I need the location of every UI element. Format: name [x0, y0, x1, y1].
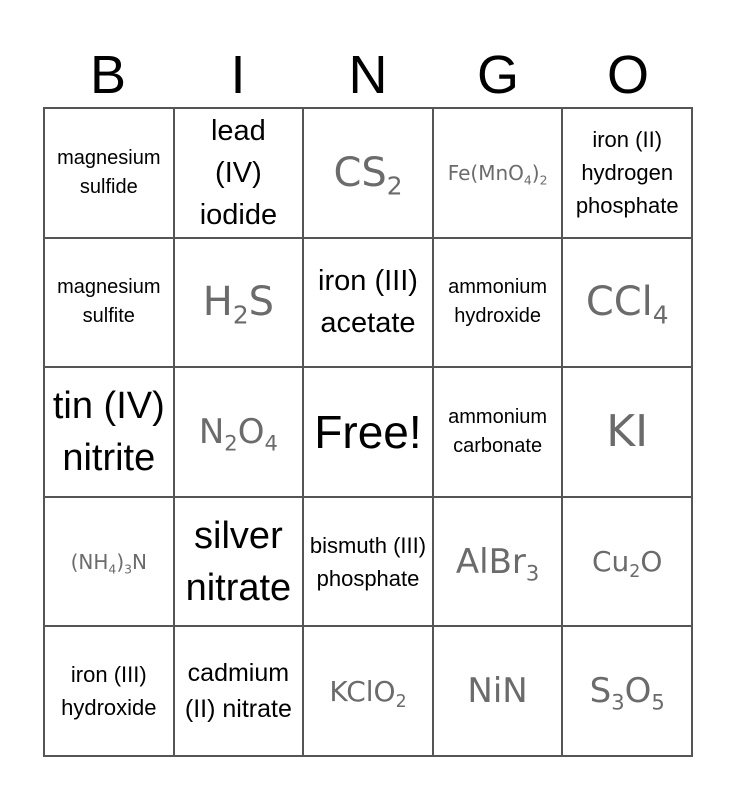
bingo-cell[interactable] [562, 367, 692, 497]
cell-formula: $H_2S$ [202, 279, 275, 331]
bingo-cell[interactable] [562, 497, 692, 627]
cell-text: iron (III) acetate [318, 265, 418, 340]
cell-text: tin (IV) nitrite [52, 384, 165, 479]
bingo-cell[interactable] [303, 497, 433, 627]
cell-formula: $Cu_2O$ [592, 545, 663, 583]
cell-text: silver nitrate [185, 514, 292, 609]
cell-text: ammonium hydroxide [448, 276, 548, 328]
header-letter-n: N [348, 45, 388, 105]
cell-text: magnesium sulfite [57, 276, 161, 328]
bingo-cell[interactable] [562, 108, 692, 238]
cell-text: bismuth (III) phosphate [309, 532, 427, 591]
bingo-cell[interactable] [433, 367, 563, 497]
bingo-cell[interactable] [174, 626, 304, 756]
bingo-cell[interactable] [174, 367, 304, 497]
bingo-cell[interactable] [433, 108, 563, 238]
cell-text: iron (II) hydrogen phosphate [575, 127, 679, 219]
cell-text: magnesium sulfide [57, 146, 161, 198]
bingo-cell[interactable] [174, 108, 304, 238]
header-letter-o: O [606, 45, 649, 105]
cell-text: lead (IV) iodide [199, 114, 278, 231]
cell-formula: AlBr$_3$ [455, 541, 540, 585]
bingo-cell[interactable] [433, 497, 563, 627]
cell-formula: $N_2O_4$ [198, 411, 278, 456]
cell-formula: CCl$_4$ [585, 279, 669, 331]
bingo-cell[interactable] [44, 497, 174, 627]
free-space[interactable] [303, 367, 433, 497]
bingo-cell[interactable] [44, 367, 174, 497]
cell-formula: KI [606, 406, 649, 458]
cell-formula: $(NH_4)_3N$ [70, 549, 147, 576]
bingo-cell[interactable] [303, 626, 433, 756]
header-letter-b: B [89, 45, 127, 105]
bingo-card [43, 107, 693, 757]
bingo-cell[interactable] [44, 108, 174, 238]
cell-text: ammonium carbonate [448, 405, 548, 457]
bingo-cell[interactable] [303, 108, 433, 238]
bingo-cell[interactable] [433, 626, 563, 756]
bingo-cell[interactable] [174, 238, 304, 368]
bingo-cell[interactable] [303, 238, 433, 368]
bingo-cell[interactable] [44, 238, 174, 368]
cell-formula: $CS_2$ [333, 149, 403, 201]
header-letter-g: G [476, 45, 519, 105]
cell-formula: KClO$_2$ [329, 674, 407, 712]
bingo-cell[interactable] [174, 497, 304, 627]
bingo-cell[interactable] [433, 238, 563, 368]
header-letter-i: I [230, 45, 246, 105]
bingo-cell[interactable] [562, 626, 692, 756]
cell-text: Free! [314, 405, 422, 458]
cell-text: cadmium (II) nitrate [184, 659, 292, 724]
bingo-cell[interactable] [44, 626, 174, 756]
cell-formula: $S_3O_5$ [589, 671, 665, 715]
cell-formula: $Fe(MnO_4)_2$ [447, 160, 548, 188]
bingo-cell[interactable] [562, 238, 692, 368]
cell-text: iron (III) hydroxide [61, 662, 157, 721]
cell-formula: NiN [467, 671, 528, 712]
bingo-header [43, 42, 693, 108]
